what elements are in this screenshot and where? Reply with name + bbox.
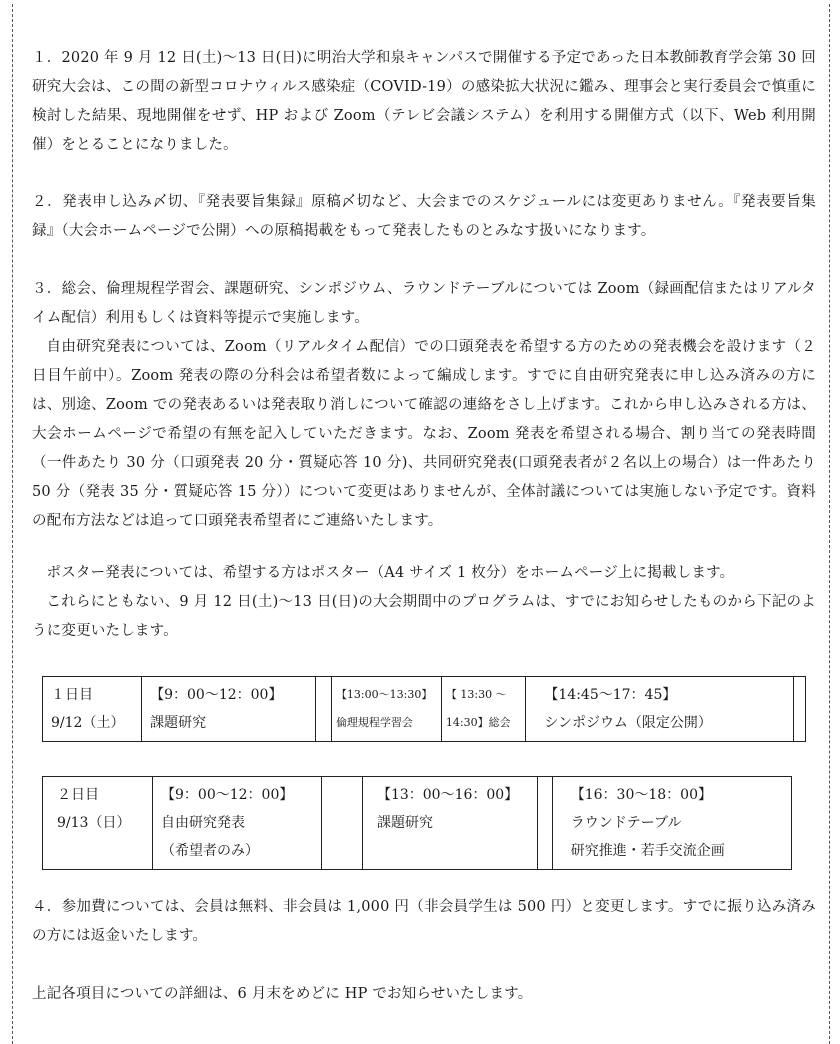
day1-end-cell — [794, 677, 806, 742]
day2-label-cell — [43, 777, 153, 870]
day1-session2 — [331, 677, 441, 742]
day2-session2-time: 【13：00～16：00】 — [376, 787, 519, 803]
day1-session4-title: シンポジウム（限定公開） — [544, 715, 712, 731]
day1-session1-time: 【9：00～12：00】 — [150, 687, 283, 703]
paragraph-2: ２．発表申し込み〆切、『発表要旨集録』原稿〆切など、大会までのスケジュールには変更ありません。『発表要旨集録』（大会ホームページで公開）への原稿掲載をもって発表したものとみなす扱いになります。 — [32, 194, 816, 239]
day2-session1-note: （希望者のみ） — [161, 843, 260, 859]
table-row — [43, 677, 806, 742]
paragraph-5: 上記各項目についての詳細は、6 月末をめどに HP でお知らせいたします。 — [32, 986, 533, 1002]
schedule-day2-table — [42, 776, 792, 870]
paragraph-4: ４．参加費については、会員は無料、非会員は 1,000 円（非会員学生は 500 円）と変更します。すでに振り込み済みの方には返金いたします。 — [32, 899, 816, 944]
paragraph-1: １．2020 年 9 月 12 日(土)～13 日(日)に明治大学和泉キャンパスで開催する予定であった日本教師教育学会第 30 回研究大会は、この間の新型コロナウィルス感染症（COVID-19）の感染拡大状況に鑑み、理事会と実行委員会で慎重に検討した結果、現地開催をせず、HP および Zoom（テレビ会議システム）を利用する開催方式（以下、Web 利用開催）をとることになりました。 — [32, 50, 816, 153]
day2-session1-time: 【9：00～12：00】 — [161, 787, 294, 803]
day1-date: 9/12（土） — [51, 715, 125, 731]
day1-spacer-cell — [316, 677, 332, 742]
day2-date: 9/13（日） — [57, 815, 131, 831]
day1-session1-title: 課題研究 — [150, 715, 207, 731]
day2-session1 — [153, 777, 322, 870]
day2-session2-title: 課題研究 — [376, 815, 433, 831]
day1-session1 — [142, 677, 316, 742]
day2-session2 — [362, 777, 537, 870]
day1-session3-time: 【 13:30 ～ — [445, 688, 507, 701]
paragraph-3-free-research: 自由研究発表については、Zoom（リアルタイム配信）での口頭発表を希望する方のための発表機会を設けます（２日目午前中）。Zoom 発表の際の分科会は希望者数によって編成します。すでに自由研究発表に申し込み済みの方には、別途、Zoom での発表あるいは発表取り消しについて確認の連絡をさし上げます。これから申し込みされる方は、大会ホームページで希望の有無を記入していただきます。なお、Zoom 発表を希望される場合、割り当ての発表時間（一件あたり 30 分（口頭発表 20 分・質疑応答 10 分)、共同研究発表(口頭発表者が２名以上の場合）は一件あたり 50 分（発表 35 分・質疑応答 15 分））について変更はありませんが、全体討議については実施しない予定です。資料の配布方法などは追って口頭発表希望者にご連絡いたします。 — [32, 339, 817, 529]
day2-spacer-cell-2 — [537, 777, 552, 870]
day1-session4 — [526, 677, 794, 742]
day2-session3-title: ラウンドテーブル — [570, 815, 682, 831]
day1-session3 — [441, 677, 525, 742]
day2-session1-title: 自由研究発表 — [161, 815, 246, 831]
day2-session3 — [552, 777, 791, 870]
table-row — [43, 777, 792, 870]
day2-session3-time: 【16：30～18：00】 — [570, 787, 712, 803]
paragraph-3-poster: ポスター発表については、希望する方はポスター（A4 サイズ 1 枚分）をホームページ上に掲載します。 — [46, 565, 735, 581]
day1-day: １日目 — [51, 687, 93, 703]
day2-session3-note: 研究推進・若手交流企画 — [570, 843, 725, 859]
day1-session4-time: 【14:45～17：45】 — [544, 687, 677, 703]
day2-spacer-cell — [321, 777, 362, 870]
day1-session2-time: 【13:00～13:30】 — [335, 688, 433, 701]
paragraph-3-program: これらにともない、9 月 12 日(土)～13 日(日)の大会期間中のプログラムは、すでにお知らせしたものから下記のように変更いたします。 — [32, 594, 816, 639]
schedule-day1-table — [42, 676, 806, 742]
day1-session3-title: 14:30】総会 — [445, 716, 511, 729]
paragraph-3: ３．総会、倫理規程学習会、課題研究、シンポジウム、ラウンドテーブルについては Zoom（録画配信またはリアルタイム配信）利用もしくは資料等提示で実施します。 — [32, 281, 816, 326]
day1-label-cell — [43, 677, 142, 742]
day1-session2-title: 倫理規程学習会 — [335, 716, 413, 729]
day2-day: ２日目 — [57, 787, 99, 803]
